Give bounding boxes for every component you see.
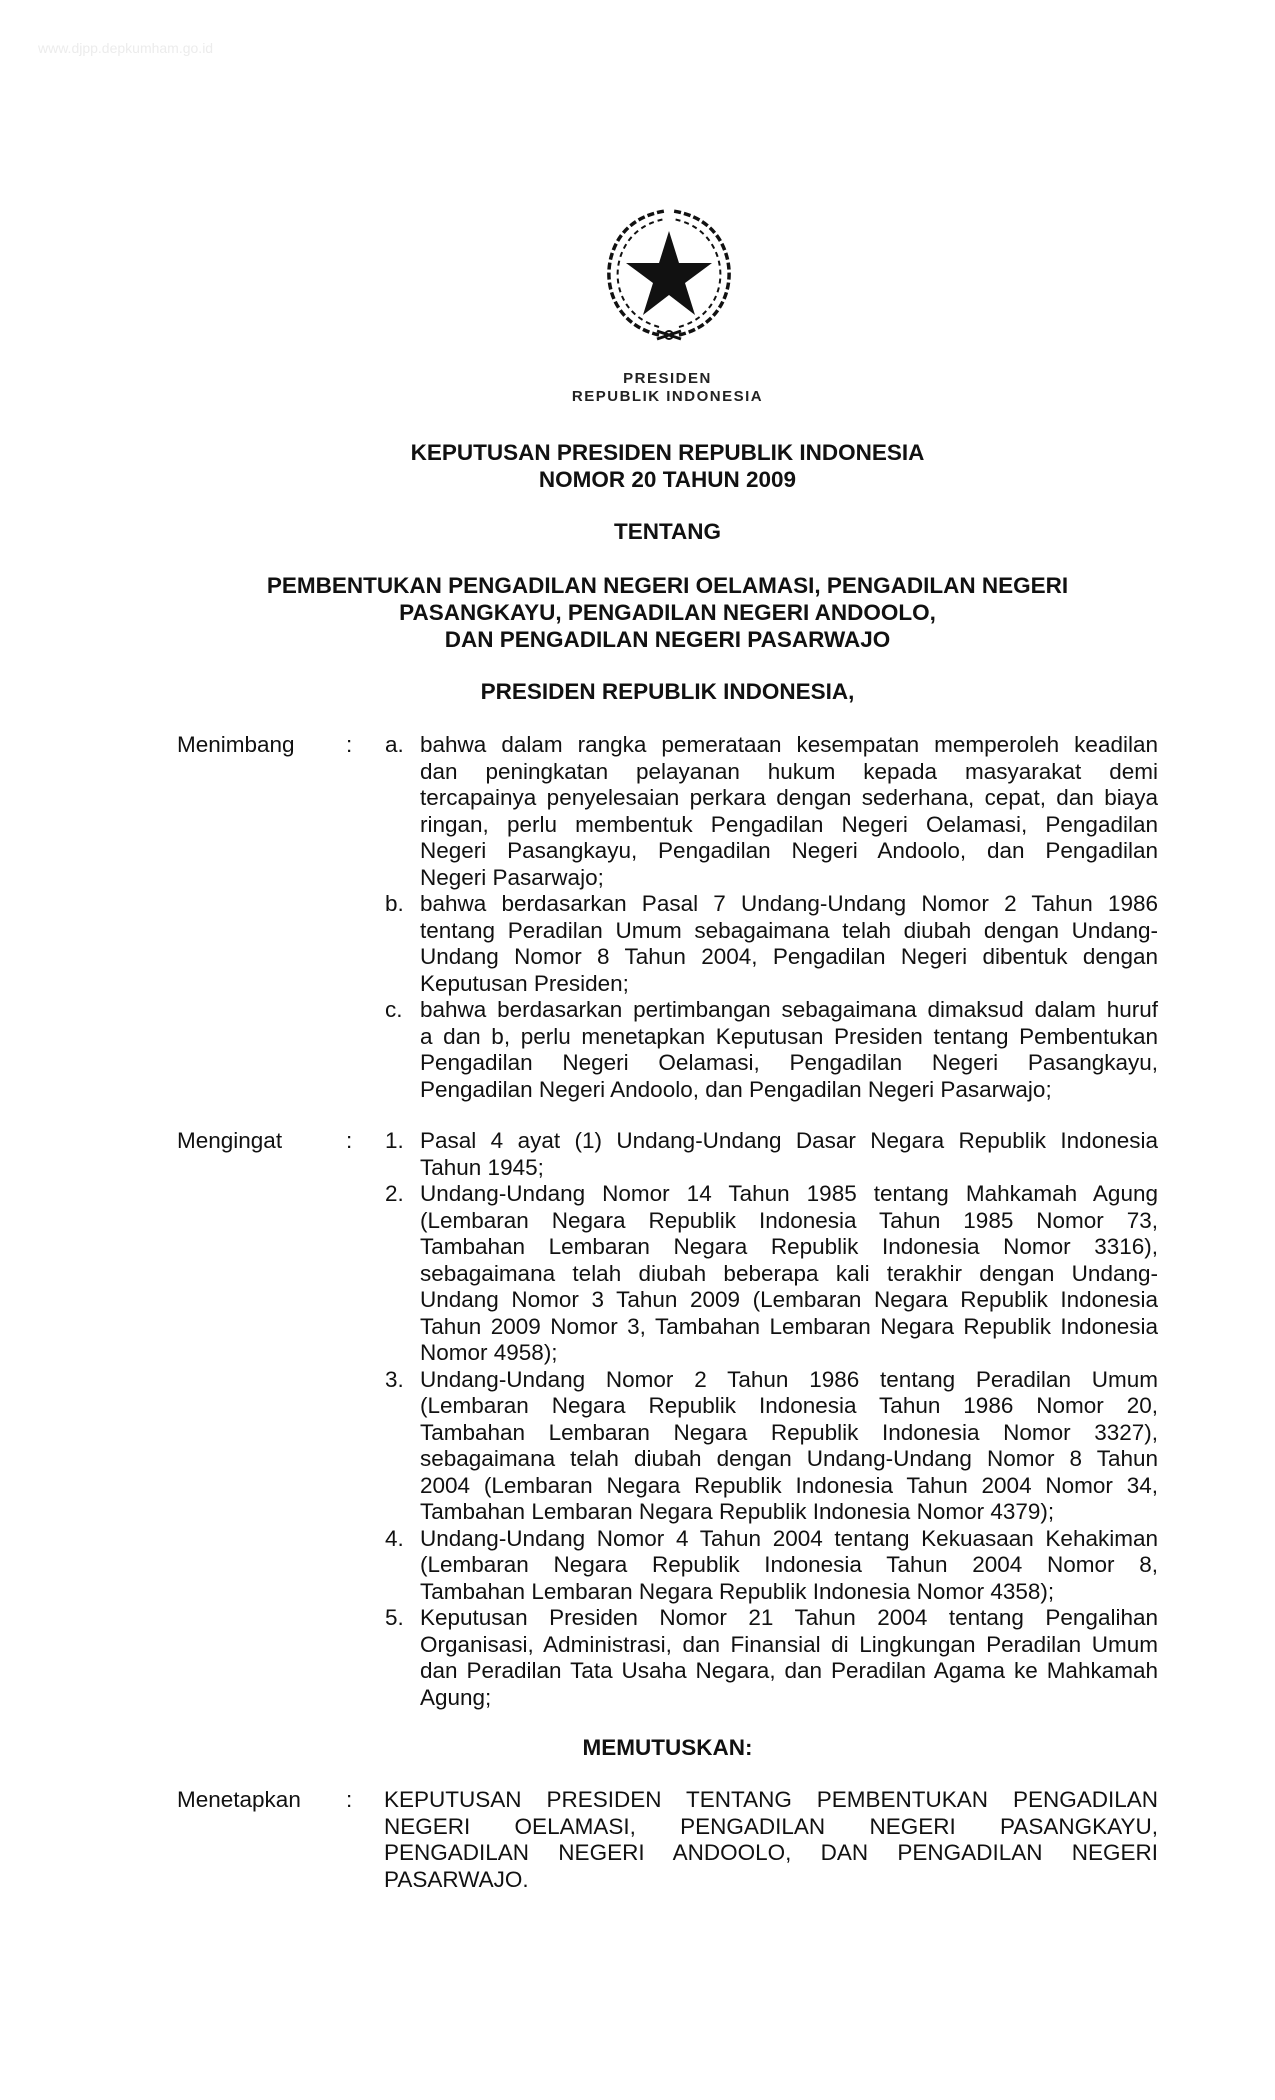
text-line: Negeri Pasarwajo; <box>420 864 604 890</box>
document-title <box>177 439 1158 493</box>
text-line: Keputusan Presiden Nomor 21 Tahun 2004 tentang Pengalihan <box>420 1605 1158 1630</box>
list-item-text <box>420 1605 1158 1711</box>
mengingat-items <box>385 1128 1158 1711</box>
text-line: Tahun 1945; <box>420 1154 544 1180</box>
list-item <box>385 1605 1158 1711</box>
list-item <box>385 732 1158 891</box>
text-line: Pasal 4 ayat (1) Undang-Undang Dasar Negara Republik Indonesia <box>420 1128 1158 1153</box>
text-line: (Lembaran Negara Republik Indonesia Tahun 1986 Nomor 20, <box>420 1393 1158 1418</box>
text-line: Tambahan Lembaran Negara Republik Indonesia Nomor 4379); <box>420 1499 1055 1524</box>
text-line: Nomor 4958); <box>420 1340 558 1365</box>
text-line: Undang-Undang Nomor 4 Tahun 2004 tentang Kekuasaan Kehakiman <box>420 1525 1158 1551</box>
text-line: Tambahan Lembaran Negara Republik Indonesia Nomor 3327), <box>420 1419 1158 1445</box>
title-number: NOMOR 20 TAHUN 2009 <box>538 467 797 492</box>
text-line: a dan b, perlu menetapkan Keputusan Presiden tentang Pembentukan <box>420 1023 1158 1049</box>
text-line: KEPUTUSAN PRESIDEN TENTANG PEMBENTUKAN PENGADILAN <box>384 1787 1158 1812</box>
list-item <box>385 1181 1158 1367</box>
text-line: bahwa berdasarkan pertimbangan sebagaimana dimaksud dalam huruf <box>420 997 1158 1022</box>
list-item-text <box>420 1526 1158 1606</box>
list-item <box>385 1526 1158 1606</box>
text-line: Pengadilan Negeri Oelamasi, Pengadilan Negeri Pasangkayu, <box>420 1050 1158 1075</box>
text-line: Undang Nomor 3 Tahun 2009 (Lembaran Negara Republik Indonesia <box>420 1287 1158 1312</box>
menimbang-items <box>385 732 1158 1103</box>
text-line: bahwa berdasarkan Pasal 7 Undang-Undang Nomor 2 Tahun 1986 <box>420 891 1158 916</box>
list-item <box>385 891 1158 997</box>
section-label: Menimbang <box>177 732 295 757</box>
subject-line: PEMBENTUKAN PENGADILAN NEGERI OELAMASI, PENGADILAN NEGERI <box>266 573 1069 598</box>
presidential-emblem-icon <box>595 203 743 347</box>
memutuskan-heading: MEMUTUSKAN: <box>582 1735 753 1760</box>
section-label: Menetapkan <box>177 1787 301 1812</box>
text-line: (Lembaran Negara Republik Indonesia Tahun 1985 Nomor 73, <box>420 1207 1158 1233</box>
watermark: www.djpp.depkumham.go.id <box>38 40 214 56</box>
tentang-heading: TENTANG <box>613 519 722 544</box>
list-marker: c. <box>385 997 403 1022</box>
text-line: dan peningkatan pelayanan hukum kepada masyarakat demi <box>420 758 1158 784</box>
list-item <box>385 997 1158 1103</box>
section-colon: : <box>346 1787 353 1812</box>
text-line: Organisasi, Administrasi, dan Finansial di Lingkungan Peradilan Umum <box>420 1631 1158 1657</box>
text-line: bahwa dalam rangka pemerataan kesempatan memperoleh keadilan <box>420 732 1158 757</box>
document-subject <box>177 572 1158 653</box>
list-marker: 4. <box>385 1525 404 1551</box>
text-line: Agung; <box>420 1684 492 1710</box>
list-item-text <box>420 891 1158 997</box>
list-item-text <box>420 1128 1158 1181</box>
list-marker: b. <box>385 891 404 916</box>
list-item-text <box>420 1367 1158 1526</box>
text-line: sebagaimana telah diubah beberapa kali terakhir dengan Undang- <box>420 1260 1158 1286</box>
list-marker: 5. <box>385 1605 404 1630</box>
list-item-text <box>420 732 1158 891</box>
list-marker: a. <box>385 732 404 757</box>
text-line: Undang Nomor 8 Tahun 2004, Pengadilan Negeri dibentuk dengan <box>420 944 1158 969</box>
list-marker: 3. <box>385 1366 404 1392</box>
subject-line: DAN PENGADILAN NEGERI PASARWAJO <box>444 627 891 652</box>
text-line: tentang Peradilan Umum sebagaimana telah diubah dengan Undang- <box>420 917 1158 943</box>
text-line: PENGADILAN NEGERI ANDOOLO, DAN PENGADILAN NEGERI <box>384 1840 1158 1865</box>
text-line: 2004 (Lembaran Negara Republik Indonesia Tahun 2004 Nomor 34, <box>420 1472 1158 1498</box>
text-line: Tambahan Lembaran Negara Republik Indonesia Nomor 3316), <box>420 1234 1158 1259</box>
text-line: sebagaimana telah diubah dengan Undang-Undang Nomor 8 Tahun <box>420 1446 1158 1471</box>
president-heading: PRESIDEN REPUBLIK INDONESIA, <box>480 679 855 704</box>
list-marker: 1. <box>385 1128 404 1153</box>
emblem-caption-line: REPUBLIK INDONESIA <box>571 388 764 405</box>
text-line: (Lembaran Negara Republik Indonesia Tahun 2004 Nomor 8, <box>420 1552 1158 1577</box>
section-colon: : <box>346 1128 353 1153</box>
text-line: Undang-Undang Nomor 14 Tahun 1985 tentang Mahkamah Agung <box>420 1181 1158 1206</box>
emblem-caption-line: PRESIDEN <box>623 370 712 387</box>
list-item-text <box>420 997 1158 1103</box>
section-colon: : <box>346 732 353 757</box>
menetapkan-text <box>384 1787 1158 1893</box>
text-line: Negeri Pasangkayu, Pengadilan Negeri Andoolo, dan Pengadilan <box>420 838 1158 863</box>
text-line: tercapainya penyelesaian perkara dengan sederhana, cepat, dan biaya <box>420 785 1158 810</box>
text-line: Pengadilan Negeri Andoolo, dan Pengadilan Negeri Pasarwajo; <box>420 1076 1052 1102</box>
title-line: KEPUTUSAN PRESIDEN REPUBLIK INDONESIA <box>410 440 925 465</box>
text-line: Undang-Undang Nomor 2 Tahun 1986 tentang Peradilan Umum <box>420 1366 1158 1392</box>
list-marker: 2. <box>385 1181 404 1206</box>
text-line: NEGERI OELAMASI, PENGADILAN NEGERI PASANGKAYU, <box>384 1813 1158 1839</box>
text-line: PASARWAJO. <box>384 1866 529 1892</box>
text-line: Keputusan Presiden; <box>420 970 629 996</box>
list-item-text <box>420 1181 1158 1367</box>
text-line: Tambahan Lembaran Negara Republik Indonesia Nomor 4358); <box>420 1578 1055 1604</box>
text-line: ringan, perlu membentuk Pengadilan Negeri Oelamasi, Pengadilan <box>420 811 1158 837</box>
text-line: dan Peradilan Tata Usaha Negara, dan Peradilan Agama ke Mahkamah <box>420 1658 1158 1683</box>
subject-line: PASANGKAYU, PENGADILAN NEGERI ANDOOLO, <box>399 600 936 625</box>
list-item <box>385 1367 1158 1526</box>
section-label: Mengingat <box>177 1128 283 1153</box>
list-item <box>385 1128 1158 1181</box>
text-line: Tahun 2009 Nomor 3, Tambahan Lembaran Negara Republik Indonesia <box>420 1313 1158 1339</box>
